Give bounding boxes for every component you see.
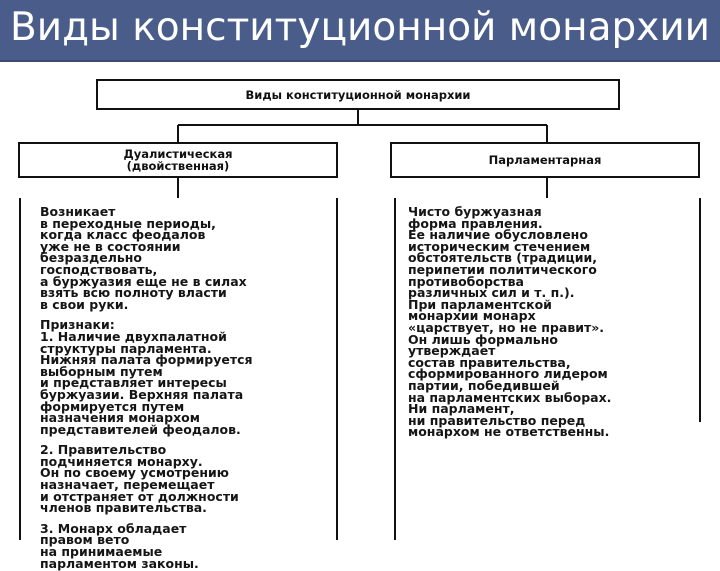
text-line: Чисто буржуазная [408, 204, 542, 219]
text-line: в свои руки. [40, 296, 129, 312]
root-box [96, 79, 620, 110]
text-line: обстоятельств (традиции, [408, 250, 598, 266]
text-line: назначения монархом [40, 410, 200, 426]
text-line: противоборства [408, 273, 524, 289]
text-line: форма правления. [408, 215, 543, 231]
left-column-text [40, 206, 253, 569]
text-line: 2. Правительство [40, 442, 167, 458]
text-line: буржуазии. Верхняя палата [40, 386, 244, 402]
text-line: партии, победившей [408, 377, 560, 393]
text-line: «царствует, но не правит». [408, 319, 605, 335]
left-paragraph-1 [40, 206, 253, 310]
text-line: Ее наличие обусловлено [408, 227, 588, 243]
text-line: правом вето [40, 532, 130, 548]
text-line: формируется путем [40, 398, 185, 414]
text-line: утверждает [408, 343, 496, 359]
text-line: При парламентской [408, 296, 552, 312]
text-line: 1. Наличие двухпалатной [40, 328, 227, 344]
text-line: Он по своему усмотрению [40, 465, 229, 481]
text-line: выборным путем [40, 363, 163, 379]
left-heading-line: (двойственная) [126, 159, 230, 173]
text-line: Он лишь формально [408, 331, 558, 347]
text-line: монархом не ответственны. [408, 424, 610, 440]
right-heading-box [390, 142, 700, 178]
text-line: взять всю полноту власти [40, 285, 227, 301]
text-line: на парламентских выборах. [408, 389, 612, 405]
text-line: и отстраняет от должности [40, 488, 239, 504]
left-heading-line: Дуалистическая [123, 147, 233, 161]
text-line: Признаки: [40, 317, 115, 333]
text-line: Нижняя палата формируется [40, 352, 253, 368]
text-line: состав правительства, [408, 354, 571, 370]
root-label: Виды конституционной монархии [245, 87, 471, 102]
left-paragraph-4 [40, 520, 253, 571]
text-line: Ни парламент, [408, 401, 515, 417]
text-line: когда класс феодалов [40, 227, 206, 243]
slide-title: Виды конституционной монархии [9, 5, 711, 50]
text-line: и представляет интересы [40, 375, 227, 391]
diagram-scan [0, 62, 720, 571]
right-paragraph-1 [408, 206, 611, 438]
left-paragraph-3 [40, 444, 253, 514]
text-line: историческим стечением [408, 238, 591, 254]
right-column-text [408, 206, 611, 438]
text-line: представителей феодалов. [40, 421, 241, 437]
text-line: безраздельно [40, 250, 142, 266]
text-line: на принимаемые [40, 544, 163, 560]
left-paragraph-2 [40, 319, 253, 435]
text-line: в переходные периоды, [40, 215, 216, 231]
text-line: ни правительство перед [408, 412, 586, 428]
title-bar [0, 0, 720, 62]
text-line: различных сил и т. п.). [408, 285, 575, 301]
text-line: Возникает [40, 204, 116, 219]
text-line: уже не в состоянии [40, 238, 181, 254]
text-line: членов правительства. [40, 500, 207, 516]
text-line: господствовать, [40, 261, 158, 277]
text-line: назначает, перемещает [40, 477, 215, 493]
text-line: сформированного лидером [408, 366, 608, 382]
text-line: подчиняется монарху. [40, 453, 203, 469]
text-line: перипетии политического [408, 261, 597, 277]
text-line: 3. Монарх обладает [40, 520, 187, 536]
text-line: парламентом законы. [40, 555, 199, 571]
left-heading-box [18, 142, 338, 178]
text-line: а буржуазия еще не в силах [40, 273, 247, 289]
right-heading-label: Парламентарная [488, 153, 602, 167]
text-line: монархии монарх [408, 308, 536, 324]
text-line: структуры парламента. [40, 340, 212, 356]
